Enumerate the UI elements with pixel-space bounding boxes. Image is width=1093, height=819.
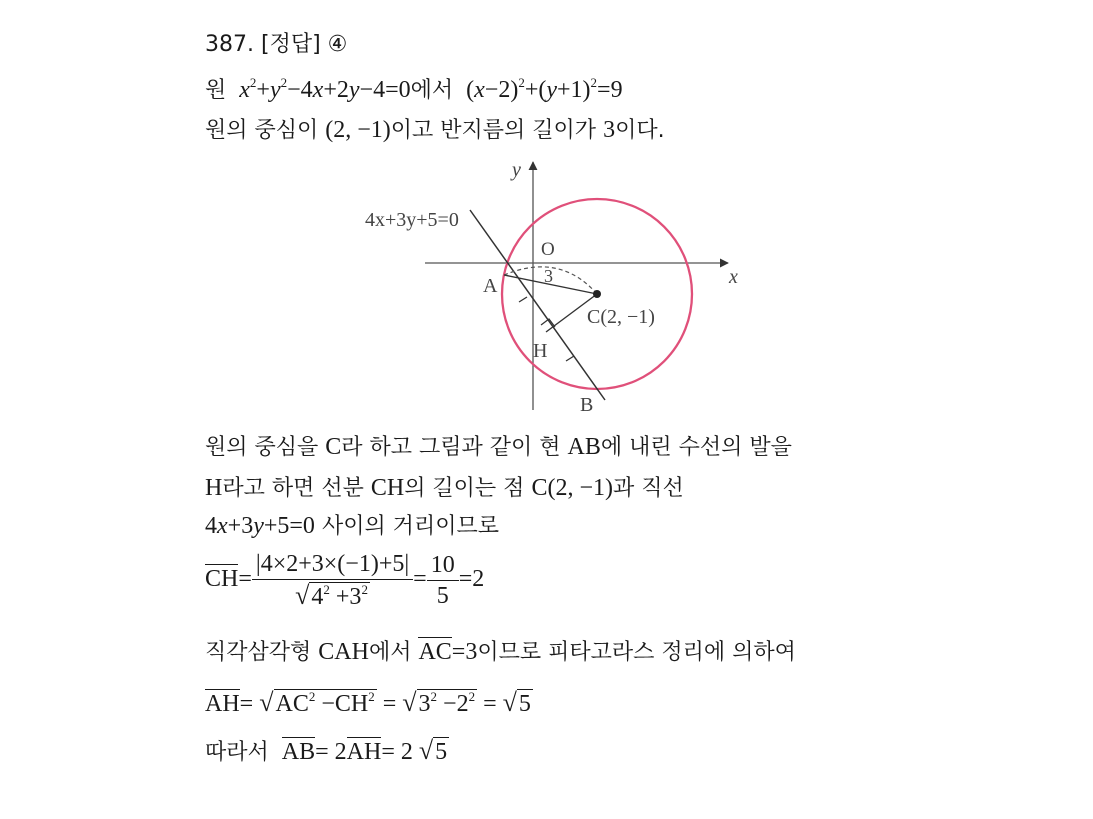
distance-fraction xyxy=(252,552,413,609)
line-label: 4x+3y+5=0 xyxy=(365,209,459,231)
explanation-line-3 xyxy=(205,514,499,538)
circle-standard-equation: $(x-2)^2+(y+1)^2=9$ xyxy=(460,75,623,103)
circle-equation-line xyxy=(205,75,623,103)
sqrt-5: √5 xyxy=(502,688,531,717)
point-b-label: B xyxy=(580,394,594,416)
conclusion-line xyxy=(205,738,449,764)
distance-formula: CH= $\frac{|4\times 2+3\times(-1)+5|}{√4^2 +3^2}$ = $\frac{10}{5}$ =2 xyxy=(205,551,485,610)
circle-figure xyxy=(360,152,760,420)
text-l5a: 라고 하면 선분 xyxy=(222,476,364,501)
triangle-cah: CAH xyxy=(318,639,369,665)
ab-eq: = 2 xyxy=(315,739,347,765)
text-eseo: 에서 xyxy=(410,78,454,103)
radius-label: 3 xyxy=(544,266,553,286)
label-ch: CH xyxy=(370,475,405,501)
label-c: C xyxy=(325,434,342,460)
ch-overline: CH xyxy=(205,566,239,593)
text-l8b: 에서 xyxy=(368,640,412,665)
x-axis-label: x xyxy=(729,266,738,288)
answer-label: [정답] xyxy=(260,32,321,57)
ac-overline: AC xyxy=(418,639,452,665)
sqrt-3-2: $√3^2 -2^2$ xyxy=(402,688,476,717)
line-equation: 4x+3y+5=0 xyxy=(205,513,315,539)
explanation-line-1 xyxy=(205,435,792,459)
center-point xyxy=(593,290,601,298)
center-radius-line xyxy=(205,118,665,142)
center-coords: (2, −1) xyxy=(325,117,391,143)
tick-ah xyxy=(519,297,527,302)
line-4x3y5 xyxy=(470,210,605,400)
tick-hb xyxy=(566,356,574,361)
circle-general-equation: $x^2+y^2-4x+2y-4=0$ xyxy=(239,75,411,103)
radius-value: 3 xyxy=(603,117,616,143)
answer-value: ④ xyxy=(327,32,348,57)
text-l10a: 따라서 xyxy=(205,740,269,765)
distance-numerator: |4×2+3×(−1)+5| xyxy=(252,552,413,580)
frac-den-5: 5 xyxy=(436,583,449,609)
answer-header xyxy=(205,34,347,56)
label-c-point: C(2, −1) xyxy=(531,475,613,501)
label-h: H xyxy=(205,475,223,501)
frac-num-10: 10 xyxy=(427,553,459,581)
distance-denominator: $√4^2 +3^2$ xyxy=(295,581,368,610)
sqrt-5-final: √5 xyxy=(418,736,448,765)
point-a-label: A xyxy=(483,275,498,297)
text-l4b: 라 하고 그림과 같이 현 xyxy=(341,435,561,460)
text-l4c: 에 내린 수선의 발을 xyxy=(600,435,792,460)
text-l6a: 사이의 거리이므로 xyxy=(321,514,499,539)
text-l8c: 이므로 피타고라스 정리에 의하여 xyxy=(477,640,796,665)
text-l4a: 원의 중심을 xyxy=(205,435,319,460)
result-coef: = 2 xyxy=(381,739,413,765)
sqrt-ac-ch: $√AC^2 -CH^2$ xyxy=(259,688,375,717)
ten-over-five xyxy=(427,553,459,608)
label-ab: AB xyxy=(567,434,601,460)
ac-value: =3 xyxy=(451,639,478,665)
pythagoras-line xyxy=(205,640,796,664)
foot-label: H xyxy=(533,340,548,362)
center-label: C(2, −1) xyxy=(587,306,655,328)
text-ida: 이다. xyxy=(615,118,665,143)
distance-result: =2 xyxy=(458,566,485,593)
ah-formula: $AH= √AC^2 -CH^2 = √3^2 -2^2 = √5$ xyxy=(205,688,531,717)
text-l8a: 직각삼각형 xyxy=(205,640,312,665)
ab-overline: AB xyxy=(281,739,316,765)
explanation-line-2 xyxy=(205,476,684,500)
ah-overline: AH xyxy=(205,691,240,717)
problem-number: 387. xyxy=(205,32,254,57)
text-l5c: 과 직선 xyxy=(612,476,684,501)
text-l5b: 의 길이는 점 xyxy=(404,476,525,501)
text-center: 원의 중심이 xyxy=(205,118,319,143)
y-axis-label: y xyxy=(512,159,521,181)
origin-label: O xyxy=(541,239,555,260)
text-radius: 이고 반지름의 길이가 xyxy=(390,118,597,143)
text-won: 원 xyxy=(205,78,227,103)
ah-overline-2: AH xyxy=(346,739,382,765)
